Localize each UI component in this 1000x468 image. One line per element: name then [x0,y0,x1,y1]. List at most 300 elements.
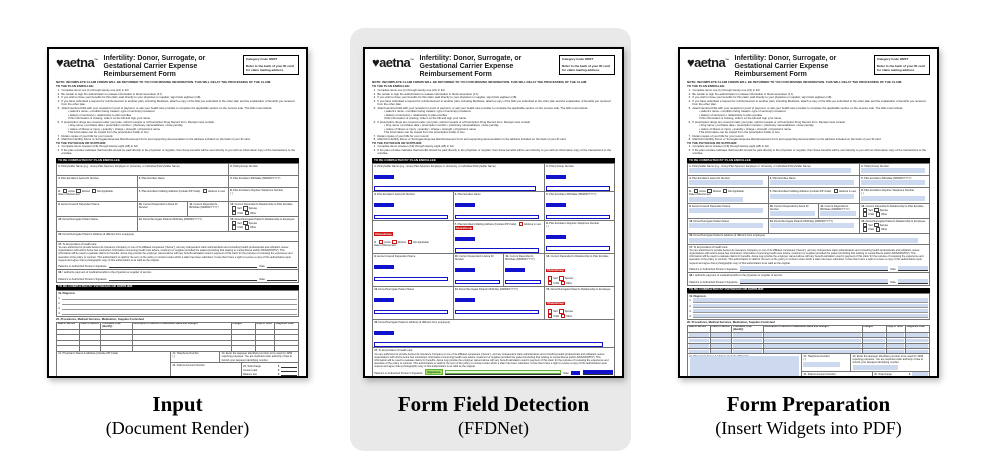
caption-preparation-title: Form Preparation [726,392,891,416]
table-cell [100,346,131,350]
form-field-cell: 16. Donor/Surrogate Patient's Address (if different from employee) [373,320,614,347]
checkbox-label: Address is new [524,222,541,226]
instruction-item: 7. Retain copies of your bills for your record. [57,133,114,138]
form-field-cell: 15. Donor/Surrogate Patient's Relationship to Employee Self Spouse Child Other [859,219,929,233]
detected-field-extent [505,280,541,284]
checkbox-label: Not Applicable [96,189,113,193]
assignment-block [373,377,614,378]
instruction-item: 5. Attach itemized bills with your receipts for proof of payment, or ask your health care provider to complete the applicable section on the reverse side. The bills must include: [688,105,904,110]
detected-field-extent [374,186,536,190]
caption-input-subtitle: (Document Render) [105,418,250,438]
physician-heading: TO THE PHYSICIAN OR SUPPLIER: [56,140,107,145]
form-field-cell: 13. Donor/Surrogate Patient Name [58,217,99,221]
telephone-cell: 22. Telephone Number ( ) [802,354,850,370]
table-cell [79,346,101,350]
checkbox-label: Active [384,240,391,244]
enrollee-heading: TO THE PLAN ENROLLEE: [372,84,411,89]
detected-textfield-box [546,235,566,239]
inserted-widget [887,350,904,353]
physician-heading: TO THE PHYSICIAN OR SUPPLIER: [372,140,423,145]
instruction-subitem: This information can be copied from the prescription bottle or box. [699,130,781,135]
checkbox-label: Spouse [879,208,889,212]
signature-row: Patient's or Authorized Person's Signature Date [689,278,928,284]
table-cell [100,335,131,339]
table-cell [688,349,710,353]
taxpayer-cell: 23. Enter the taxpayer identifying number to be used for 1099 reporting purposes. You are required under authority of law to furnish your taxpayer identifying number. [850,354,929,370]
instruction-subitem: • patient's name • condition being treated • type of service(s) rendered [68,109,155,114]
checkbox-icon [561,314,566,319]
detected-field-extent [455,280,500,284]
table-cell [905,338,929,342]
authorization-block: 17. To all providers of health care: You are authorized to provide Aetna Life Insurance Company or one of its affiliated companies ("Aetna"), and any independent claim administrators and consulting health professionals and utilization review organizations with whom Aetna has contracted, information concerning health care advice, treatment or supplies provided the patient (including that relating to mental illness and/or AIDS/ARC/HIV). This information will be used to evaluate claims for benefits. Aetna may provide the employer named above with any benefit calculation used in payment of this claim for the purpose of reviewing the experience and operation of the policy or contract. This authorization is valid for the term of the policy or contract under which a claim has been submitted. I know that I have a right to receive a copy of this authorization upon request and agree that a photographic copy of this authorization is as valid as the original. Patient's or Authorized Person's Signature Date [688,245,929,272]
inserted-widget [898,279,928,283]
table-cell [905,333,929,337]
checkbox-label: Other [880,213,888,217]
table-row [688,332,929,337]
form-field-cell: 2. Policy/Group Number [859,164,929,175]
physician-bottom-block [687,354,930,378]
detected-choicegroup-box: ChoiceGroup [547,302,564,306]
instruction-item: 8. Mail this Infertility Donor or Surrogate Expense Reimbursement Form and supporting documentation to the address included on the back of your ID card. [373,137,567,142]
table-cell [57,335,79,339]
form-field-cell: 4. Plan Enrollee Name [768,176,860,187]
form-field-cell: 7. Plan Enrollee's Mailing Address (Include ZIP Code) Address is new [768,188,860,203]
table-header-cell: Procedure Code (Identify) [731,326,762,332]
checkbox-label: Self [553,277,558,281]
detected-textfield-box [505,268,525,272]
table-cell [255,330,274,334]
form-thumbnail-input [47,47,308,378]
table-cell [132,346,231,350]
instruction-item: 2. If the plan enrollee indicates that benefits should be paid directly to the physician or supplier, then these benefits will be sent directly to you with an information copy of the transactions to the enrollee. [373,147,612,156]
diagnosis-line: 3. [689,309,928,314]
inserted-widget [887,339,904,342]
diagnosis-line: 2. [689,303,928,308]
checkbox-icon [834,189,839,194]
checkbox-label: Active [699,189,706,193]
inserted-widget [764,350,861,353]
inserted-widget [906,350,928,353]
checkbox-icon [203,189,208,194]
form-field-cell: 13. Donor/Surrogate Patient Name [688,219,768,233]
table-cell [231,330,255,334]
table-cell [763,344,862,348]
table-cell [731,333,762,337]
table-cell [905,344,929,348]
table-row [57,340,298,345]
diagnosis-block: 19. Diagnosis 1. 2. 3. 4. [57,291,298,316]
caption-preparation-subtitle: (Insert Widgets into PDF) [715,418,902,438]
table-header-cell: Charges [231,323,255,329]
instruction-subitem: • nature of illness or injury • quantity • charge • strength • physician's name [68,126,161,131]
instruction-subitem: If this information is missing, write it on the bill and sign your name. [699,116,782,121]
table-cell [763,338,862,342]
table-row [57,345,298,350]
table-cell [231,346,255,350]
detected-textfield-box [374,331,394,335]
enrollee-grid [372,163,615,378]
instruction-item: 8. Mail this Infertility Donor or Surrogate Expense Reimbursement Form and supporting documentation to the address included on the back of your ID card. [57,137,251,142]
table-cell [905,349,929,353]
detected-textfield-box [374,265,394,269]
table-cell [255,346,274,350]
inserted-widget [906,344,928,347]
inserted-widget [740,266,889,270]
detected-field-extent [374,310,448,314]
inserted-widget [803,376,868,378]
checkbox-label: Self [868,208,873,212]
checkbox-icon [548,314,553,319]
checkbox-label: Child [237,226,243,230]
physician-bottom-block [56,352,299,378]
detected-textfield-box [374,203,394,207]
table-cell [57,346,79,350]
procedures-table-title: 20. Procedures, Medical Services, Medication, Supplies Furnished [687,320,775,325]
form-field-cell: 4. Plan Enrollee Name [137,176,229,187]
inserted-widget [693,298,927,301]
instruction-item: 6. If prescription drugs are covered under your plan, submit receipts or a Prescription Drug Record form. Receipt must contain: [373,119,531,124]
table-cell [886,349,905,353]
inserted-widget [770,180,855,185]
table-cell [731,349,762,353]
table-header-cell: Procedure Code (Identify) [100,323,131,329]
form-field-cell: 1. Policyholder Name (e.g., Group Plan Sponsor, Employer or University, or Individual Policyholder Name) [688,164,859,175]
instruction-subitem: • nature of illness or injury • quantity • charge • strength • physician's name [699,126,792,131]
instruction-item: 7. Retain copies of your bills for your record. [373,133,430,138]
instruction-item: 1. Complete items nineteen (19) through twenty-eight (28) in full. [373,144,455,149]
checkbox-label: Self [553,310,558,314]
table-cell [862,344,886,348]
form-field-cell: 12. Current Dependent's Relationship to Plan Enrollee ChoiceGroup Self Spouse Child Other [544,254,614,286]
diagnosis-line: 2. [58,300,297,305]
instruction-item: 2. Be certain to sign the authorization to release information in block seventeen (17). [57,91,163,96]
detected-date-field [583,370,613,374]
table-row [688,337,929,342]
detected-textfield-box [374,175,394,179]
detected-signature-box: Signature [425,369,443,375]
form-field-cell: 14. Donor/Surrogate Patient's Birthday (MM/DD/YYYY) [137,217,229,231]
detected-choicegroup-box: ChoiceGroup [455,226,473,230]
checkbox-icon [232,211,237,216]
checkbox-icon [561,281,566,286]
physician-name-cell: 21. Physician's Name & Address (Include ZIP Code) [58,352,119,356]
inserted-widget [689,223,763,228]
assignment-block: 18. I authorize payment of medical benefits to the physician or supplier of service. Patient's or Authorized Person's Signature Date [688,273,929,284]
instruction-item: 2. If the plan enrollee indicates that benefits should be paid directly to the physician or supplier, then these benefits will be sent directly to you with an information copy of the transactions to the enrollee. [57,147,296,156]
form-field-cell: 7. Plan Enrollee's Mailing Address (Include ZIP Code) Address is new [137,188,229,201]
instruction-subitem: • date(s) of service(s) • relationship to plan enrollee [68,112,132,117]
enrollee-grid [687,163,930,285]
checkbox-label: Other [249,211,257,215]
inserted-widget [689,168,851,173]
inserted-widget [689,238,918,243]
table-cell [255,335,274,339]
form-field-cell: 5. Plan Enrollee's Birthdate (MM/DD/YYYY) [859,176,929,187]
form-field-cell: 7. Plan Enrollee's Mailing Address (Include ZIP Code) Address is new ChoiceGroup [453,221,545,253]
inserted-widget [711,350,731,353]
instruction-item: 3. If you wish to have your benefits for this claim paid directly to your physician or supplier, sign block eighteen (18). [57,95,202,100]
instruction-subitem: • patient's name • condition being treated • type of service(s) rendered [699,109,786,114]
inserted-widget [733,333,762,336]
checkbox-label: Not Applicable [412,240,429,244]
category-code-box [243,55,299,75]
inserted-widget [770,211,815,216]
instruction-item: 7. Retain copies of your bills for your record. [688,133,745,138]
patient-account-cell: 24. Patient Account Number [802,372,872,378]
inserted-widget [693,309,927,312]
inserted-widget [733,350,762,353]
category-code: Category Code HNST [562,57,594,61]
form-field-cell: 12. Current Dependent's Relationship to Plan Enrollee Self Spouse Child Other [228,202,298,216]
instruction-subitem: • date(s) of service(s) • relationship to plan enrollee [699,112,763,117]
table-cell [710,344,732,348]
form-title: Infertility: Donor, Surrogate, or Gestational Carrier Expense Reimbursement Form [734,55,837,78]
checkbox-icon [876,227,881,232]
inserted-widget [764,339,861,342]
inserted-widget [861,180,925,185]
signature-row: Patient's or Authorized Person's Signature Date [58,275,297,281]
table-cell [886,333,905,337]
checkbox-label: Not Applicable [727,189,744,193]
form-field-cell: 12. Current Dependent's Relationship to Plan Enrollee Self Spouse Child Other [859,204,929,218]
diagnosis-block: 19. Diagnosis 1. 2. 3. 4. [688,294,929,319]
instruction-subitem: If this information is missing, write it on the bill and sign your name. [68,116,151,121]
form-field-cell: 2. Policy/Group Number [544,164,614,191]
checkbox-label: Other [249,226,257,230]
inserted-widget [689,180,763,185]
form-field-cell: 9. Aetna Covered Dependent Name [688,204,768,218]
checkbox-label: Spouse [879,223,889,227]
table-header-cell: Days or Units [886,326,905,332]
aetna-logo: ♥aetna™ [372,55,414,70]
inserted-widget [689,339,710,342]
instruction-item: 1. Complete items nineteen (19) through twenty-eight (28) in full. [57,144,139,149]
instruction-subitem: • patient's name • condition being treated • type of service(s) rendered [384,109,471,114]
detected-textfield-box [455,298,475,302]
inserted-widget [690,356,799,378]
totals-cell [872,372,929,378]
form-field-cell: 15. Donor/Surrogate Patient's Relationship to Employee ChoiceGroup Self Spouse Child Other [544,287,614,319]
table-cell [132,335,231,339]
table-cell [57,330,79,334]
checkbox-label: Address is new [839,189,856,193]
form-field-cell: ChoiceGroup 6. Active Retired Not Applicable Date of Retirement [374,232,429,248]
inserted-widget [803,362,840,367]
physician-heading: TO THE PHYSICIAN OR SUPPLIER: [687,140,738,145]
detected-field-extent [374,342,603,346]
checkbox-label: Address is new [208,189,225,193]
form-field-cell: 14. Donor/Surrogate Patient's Birthday (MM/DD/YYYY) [768,219,860,233]
caption-detection [363,392,624,440]
checkbox-label: Active [68,189,75,193]
table-header-cell: Days or Units [255,323,274,329]
inserted-widget [820,211,856,216]
enrollee-heading: TO THE PLAN ENROLLEE: [56,84,95,89]
checkbox-label: Self [868,223,873,227]
category-code: Category Code HNST [246,57,278,61]
section-bar-enrollee: TO BE COMPLETED BY PLAN ENROLLEE [687,158,930,163]
table-cell [100,341,131,345]
inserted-widget [887,333,904,336]
amount-line: 25. Total charge $ [243,364,297,368]
form-field-cell: 1. Policyholder Name (e.g., Group Plan Sponsor, Employer or University, or Individual Policyholder Name) [373,164,544,191]
inserted-widget [711,344,731,347]
detected-signature-extent [445,370,561,375]
instruction-item: 3. If you wish to have your benefits for this claim paid directly to your physician or supplier, sign block eighteen (18). [688,95,833,100]
table-header-cell: Date of Service [688,325,707,328]
instruction-item: 1. Complete items nineteen (19) through twenty-eight (28) in full. [688,144,770,149]
checkbox-label: Retired [81,189,90,193]
inserted-widget [764,333,861,336]
inserted-widget [912,376,928,378]
table-row [688,348,929,353]
checkbox-label: Child [553,314,559,318]
table-cell [886,338,905,342]
table-header-cell: Place of Service [79,323,101,329]
inserted-widget [906,339,928,342]
detected-textfield-box [455,237,475,241]
checkbox-label: Retired [712,189,721,193]
table-cell [255,341,274,345]
form-field-cell: 10. Current Dependent's Aetna ID Number [768,204,819,218]
table-header-cell: Date of Service [57,322,76,325]
detected-choicegroup-box: ChoiceGroup [547,269,564,273]
inserted-widget [861,196,925,201]
table-cell [132,341,231,345]
form-field-cell: 10. Current Dependent's Aetna ID Number [453,254,504,286]
checkbox-icon [245,211,250,216]
form-note: NOTE: INCOMPLETE CLAIM FORMS WILL BE RETURNED TO YOU FOR MISSING INFORMATION. THIS WILL DELAY THE PROCESSING OF THE CLAIM. [372,80,588,84]
authorization-text: You are authorized to provide Aetna Life Insurance Company or one of its affiliated companies ("Aetna"), and any independent claim administrators and consulting health professionals and utilization review organizations with whom Aetna has contracted, information concerning health care advice, treatment or supplies provided the patient (including that relating to mental illness and/or AIDS/ARC/HIV). This information will be used to evaluate claims for benefits. Aetna may provide the employer named above with any benefit calculation used in payment of this claim for the purpose of reviewing the experience and operation of the policy or contract. This authorization is valid for the term of the policy or contract under which a claim has been submitted. I know that I have a right to receive a copy of this authorization upon request and agree that a photographic copy of this authorization is as valid as the original. [374,352,609,369]
form-field-cell: 16. Donor/Surrogate Patient's Address (if different from employee) [58,232,135,236]
inserted-widget [689,208,763,213]
inserted-widget [906,333,928,336]
form-title: Infertility: Donor, Surrogate, or Gestational Carrier Expense Reimbursement Form [103,55,206,78]
telephone-cell: 22. Telephone Number ( ) [172,352,199,359]
instruction-subitem: This information can be copied from the prescription bottle or box. [68,130,150,135]
table-cell [274,346,298,350]
checkbox-icon [245,225,250,230]
category-note: Refer to the back of your ID card for claim mailing address [246,63,294,72]
checkbox-label: Other [565,314,573,318]
table-row [688,343,929,348]
inserted-widget [863,344,885,347]
category-note: Refer to the back of your ID card for claim mailing address [562,63,610,72]
instruction-item: 6. If prescription drugs are covered under your plan, submit receipts or a Prescription Drug Record form. Receipt must contain: [57,119,215,124]
inserted-widget [689,344,710,347]
diagnosis-line: 1. [689,298,928,303]
table-header-cell: Diagnosis Code [274,323,298,329]
form-field-cell: 11. Current Dependent's Birthdate (MM/DD/YYYY) [503,254,544,286]
instruction-subitem: If this information is missing, write it on the bill and sign your name. [384,116,467,121]
table-cell [688,333,710,337]
instruction-subitem: This information can be copied from the prescription bottle or box. [384,130,466,135]
instruction-subitem: • drug name • purchase date • prescription number • pharmacy name/address • dose per/day [68,123,183,128]
caption-detection-title: Form Field Detection [397,392,590,416]
form-header [56,55,299,79]
inserted-widget [861,168,925,173]
category-note: Refer to the back of your ID card for claim mailing address [877,63,925,72]
instruction-item: 2. Be certain to sign the authorization to release information in block seventeen (17). [688,91,794,96]
checkbox-label: Child [553,281,559,285]
form-field-cell: 1. Policyholder Name (e.g., Group Plan Sponsor, Employer or University, or Individual Policyholder Name) [58,164,180,168]
enrollee-heading: TO THE PLAN ENROLLEE: [687,84,726,89]
checkbox-label: Self [237,221,242,225]
detected-field-extent [455,248,540,252]
table-cell [688,338,710,342]
form-field-cell: 8. Plan Enrollee's Daytime Telephone Number ( ) [544,221,614,253]
form-field-cell: 8. Plan Enrollee's Daytime Telephone Number ( ) [228,188,298,201]
caption-detection-subtitle: (FFDNet) [458,418,529,438]
checkbox-label: Spouse [248,206,258,210]
checkbox-label: Other [565,281,573,285]
form-note: NOTE: INCOMPLETE CLAIM FORMS WILL BE RETURNED TO YOU FOR MISSING INFORMATION. THIS WILL DELAY THE PROCESSING OF THE CLAIM. [687,80,903,84]
inserted-widget [693,314,927,317]
inserted-widget [711,333,731,336]
form-field-cell: 3. Plan Enrollee's Aetna ID Number [58,176,99,180]
instruction-item: 4. If you have submitted a request for reimbursement to another plan, including Medicare, attach a copy of the bills you submitted to the other plan and the explanation of benefits you received from the other plan. [373,98,611,107]
instruction-item: 2. If the plan enrollee indicates that benefits should be paid directly to the physician or supplier, then these benefits will be sent directly to you with an information copy of the transactions to the enrollee. [688,147,927,156]
instruction-item: 8. Mail this Infertility Donor or Surrogate Expense Reimbursement Form and supporting documentation to the address included on the back of your ID card. [688,137,882,142]
checkbox-icon [876,212,881,217]
checkbox-icon [232,225,237,230]
signature-row: Patient's or Authorized Person's Signature Signature Date [374,369,613,375]
table-header-cell: Diagnosis Code [905,326,929,332]
inserted-widget [689,333,710,336]
table-cell [763,333,862,337]
form-field-cell: 10. Current Dependent's Aetna ID Number [137,202,188,216]
inserted-widget [740,279,889,283]
diagnosis-line: 1. [58,295,297,300]
physician-name-cell [688,354,801,378]
category-code: Category Code HNST [877,57,909,61]
section-bar-physician: TO BE COMPLETED BY PHYSICIAN OR SUPPLIER [687,288,930,293]
checkbox-icon [408,240,413,245]
form-field-cell: 11. Current Dependent's Birthdate (MM/DD/YYYY) [187,202,228,216]
category-code-box [559,55,615,75]
instruction-item: 1. Complete items one (1) through twenty-one (21) in full. [57,88,130,93]
authorization-block: 17. To all providers of health care: You are authorized to provide Aetna Life Insurance Company or one of its affiliated companies ("Aetna"), and any independent claim administrators and consulting health professionals and utilization review organizations with whom Aetna has contracted, information concerning health care advice, treatment or supplies provided the patient (including that relating to mental illness and/or AIDS/ARC/HIV). This information will be used to evaluate claims for benefits. Aetna may provide the employer named above with any benefit calculation used in payment of this claim for the purpose of reviewing the experience and operation of the policy or contract. This authorization is valid for the term of the policy or contract under which a claim has been submitted. I know that I have a right to receive a copy of this authorization upon request and agree that a photographic copy of this authorization is as valid as the original. Patient's or Authorized Person's Signature Date [57,242,298,269]
taxpayer-cell: 23. Enter the taxpayer identifying number to be used for 1099 reporting purposes. You are required under authority of law to furnish your taxpayer identifying number. [219,352,298,363]
table-cell [763,349,862,353]
inserted-widget [887,344,904,347]
instruction-subitem: • drug name • purchase date • prescription number • pharmacy name/address • dose per/day [384,123,499,128]
form-field-cell: 5. Plan Enrollee's Birthdate (MM/DD/YYYY) [228,176,298,187]
detected-field-extent [374,215,448,219]
authorization-text: You are authorized to provide Aetna Life Insurance Company or one of its affiliated companies ("Aetna"), and any independent claim administrators and consulting health professionals and utilization review organizations with whom Aetna has contracted, information concerning health care advice, treatment or supplies provided the patient (including that relating to mental illness and/or AIDS/ARC/HIV). This information will be used to evaluate claims for benefits. Aetna may provide the employer named above with any benefit calculation used in payment of this claim for the purpose of reviewing the experience and operation of the policy or contract. This authorization is valid for the term of the policy or contract under which a claim has been submitted. I know that I have a right to receive a copy of this authorization upon request and agree that a photographic copy of this authorization is as valid as the original. [58,246,293,262]
detected-textfield-box [455,203,475,207]
checkbox-label: Self [237,206,242,210]
form-thumbnail-preparation [678,47,939,378]
instruction-item: 5. Attach itemized bills with your receipts for proof of payment, or ask your health care provider to complete the applicable section on the reverse side. The bills must include: [57,105,273,110]
checkbox-label: Other [880,228,888,232]
inserted-widget [733,339,762,342]
table-cell [231,341,255,345]
table-header-cell: Description of Service or Medication Name and Strength [763,326,862,332]
table-cell [132,330,231,334]
amount-line: Balance due $ [243,372,297,376]
table-cell [274,335,298,339]
inserted-widget [733,344,762,347]
section-bar-physician: TO BE COMPLETED BY PHYSICIAN OR SUPPLIER [56,285,299,290]
amount-line [874,377,928,378]
table-cell [79,330,101,334]
form-thumbnail-detection [363,47,624,378]
table-header-cell: Charges [862,326,886,332]
caption-input-title: Input [152,392,203,416]
table-cell [231,335,255,339]
caption-preparation [678,392,939,440]
